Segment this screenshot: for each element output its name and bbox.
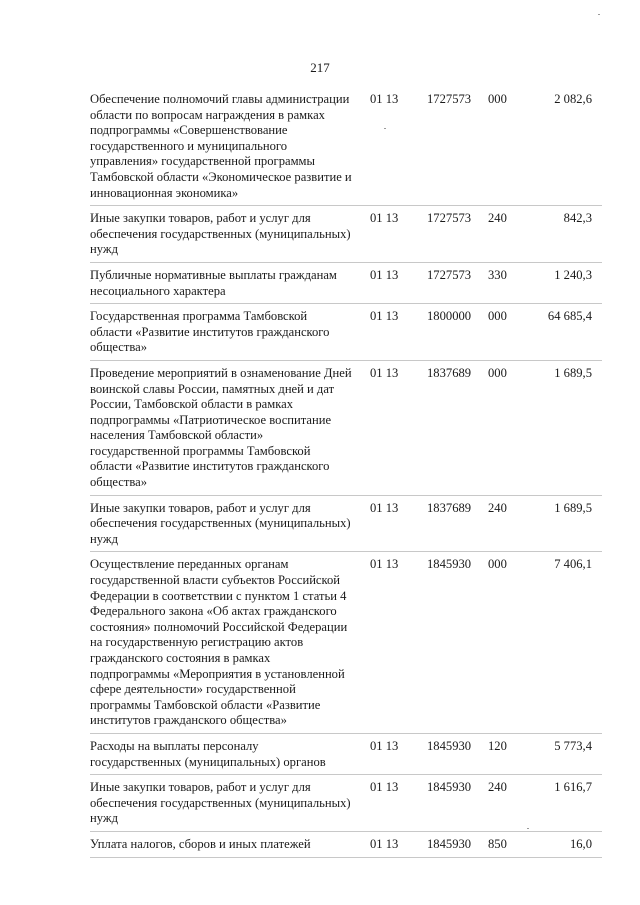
amount: 7 406,1 bbox=[554, 557, 592, 572]
table-row bbox=[90, 309, 602, 361]
amount: 64 685,4 bbox=[547, 309, 592, 324]
section-code: 01 13 bbox=[370, 500, 399, 515]
section-code: 01 13 bbox=[370, 836, 399, 851]
scan-speck bbox=[598, 14, 600, 15]
section-code: 01 13 bbox=[370, 780, 399, 795]
row-description: Осуществление переданных органам государственной власти субъектов Российской Федерации в соответствии с пунктом 1 статьи 4 Федерального закона «Об актах гражданского состояния» полномочий Российской Федерации на государственную регистрацию актов гражданского состояния в рамках подпрограммы «Мероприятия в установленной сфере деятельности» государственной программы Тамбовской области «Развитие институтов гражданского общества» bbox=[90, 557, 348, 728]
row-description: Публичные нормативные выплаты гражданам несоциального характера bbox=[90, 267, 337, 298]
table-row bbox=[90, 268, 602, 304]
table-row bbox=[90, 211, 602, 263]
row-description: Уплата налогов, сборов и иных платежей bbox=[90, 836, 311, 851]
target-article-code: 1845930 bbox=[427, 836, 472, 851]
expense-type-code: 000 bbox=[488, 309, 507, 324]
table-row bbox=[90, 557, 602, 734]
amount: 2 082,6 bbox=[554, 92, 592, 106]
page-number: 217 bbox=[310, 60, 330, 75]
expense-type-code: 850 bbox=[488, 836, 507, 851]
scan-speck bbox=[384, 128, 386, 129]
table-row bbox=[90, 501, 602, 553]
amount: 1 689,5 bbox=[554, 365, 592, 380]
amount: 1 616,7 bbox=[554, 780, 592, 795]
section-code: 01 13 bbox=[370, 211, 399, 226]
row-description: Обеспечение полномочий главы администрации области по вопросам награждения в рамках подпрограммы «Совершенствование государственного и муниципального управления» государственной программы Тамбовской области «Экономическое развитие и инновационная экономика» bbox=[90, 92, 352, 200]
target-article-code: 1845930 bbox=[427, 780, 472, 795]
target-article-code: 1727573 bbox=[427, 92, 472, 106]
row-description: Иные закупки товаров, работ и услуг для обеспечения государственных (муниципальных) нужд bbox=[90, 211, 351, 257]
row-description: Иные закупки товаров, работ и услуг для обеспечения государственных (муниципальных) нужд bbox=[90, 500, 351, 546]
budget-table bbox=[90, 92, 602, 863]
amount: 16,0 bbox=[569, 836, 592, 851]
target-article-code: 1727573 bbox=[427, 267, 472, 282]
amount: 1 689,5 bbox=[554, 500, 592, 515]
section-code: 01 13 bbox=[370, 738, 399, 753]
expense-type-code: 000 bbox=[488, 92, 507, 106]
table-row bbox=[90, 739, 602, 775]
section-code: 01 13 bbox=[370, 92, 399, 106]
expense-type-code: 000 bbox=[488, 365, 507, 380]
row-description: Государственная программа Тамбовской области «Развитие институтов гражданского общества» bbox=[90, 309, 330, 355]
row-description: Проведение мероприятий в ознаменование Дней воинской славы России, памятных дней и дат России, Тамбовской области в рамках подпрограммы «Патриотическое воспитание населения Тамбовской области» государственной программы Тамбовской области «Развитие институтов гражданского общества» bbox=[90, 365, 352, 490]
target-article-code: 1845930 bbox=[427, 557, 472, 572]
target-article-code: 1837689 bbox=[427, 365, 472, 380]
section-code: 01 13 bbox=[370, 365, 399, 380]
target-article-code: 1727573 bbox=[427, 211, 472, 226]
target-article-code: 1837689 bbox=[427, 500, 472, 515]
table-row bbox=[90, 366, 602, 496]
expense-type-code: 330 bbox=[488, 267, 507, 282]
expense-type-code: 240 bbox=[488, 500, 507, 515]
amount: 842,3 bbox=[563, 211, 592, 226]
row-description: Расходы на выплаты персоналу государственных (муниципальных) органов bbox=[90, 738, 326, 769]
expense-type-code: 240 bbox=[488, 211, 507, 226]
table-row bbox=[90, 92, 602, 206]
amount: 1 240,3 bbox=[554, 267, 592, 282]
table-row bbox=[90, 837, 602, 858]
target-article-code: 1800000 bbox=[427, 309, 472, 324]
section-code: 01 13 bbox=[370, 557, 399, 572]
expense-type-code: 000 bbox=[488, 557, 507, 572]
row-description: Иные закупки товаров, работ и услуг для обеспечения государственных (муниципальных) нужд bbox=[90, 780, 351, 826]
table-row bbox=[90, 780, 602, 832]
expense-type-code: 240 bbox=[488, 780, 507, 795]
expense-type-code: 120 bbox=[488, 738, 507, 753]
target-article-code: 1845930 bbox=[427, 738, 472, 753]
section-code: 01 13 bbox=[370, 267, 399, 282]
scan-speck bbox=[527, 828, 529, 829]
section-code: 01 13 bbox=[370, 309, 399, 324]
amount: 5 773,4 bbox=[554, 738, 592, 753]
